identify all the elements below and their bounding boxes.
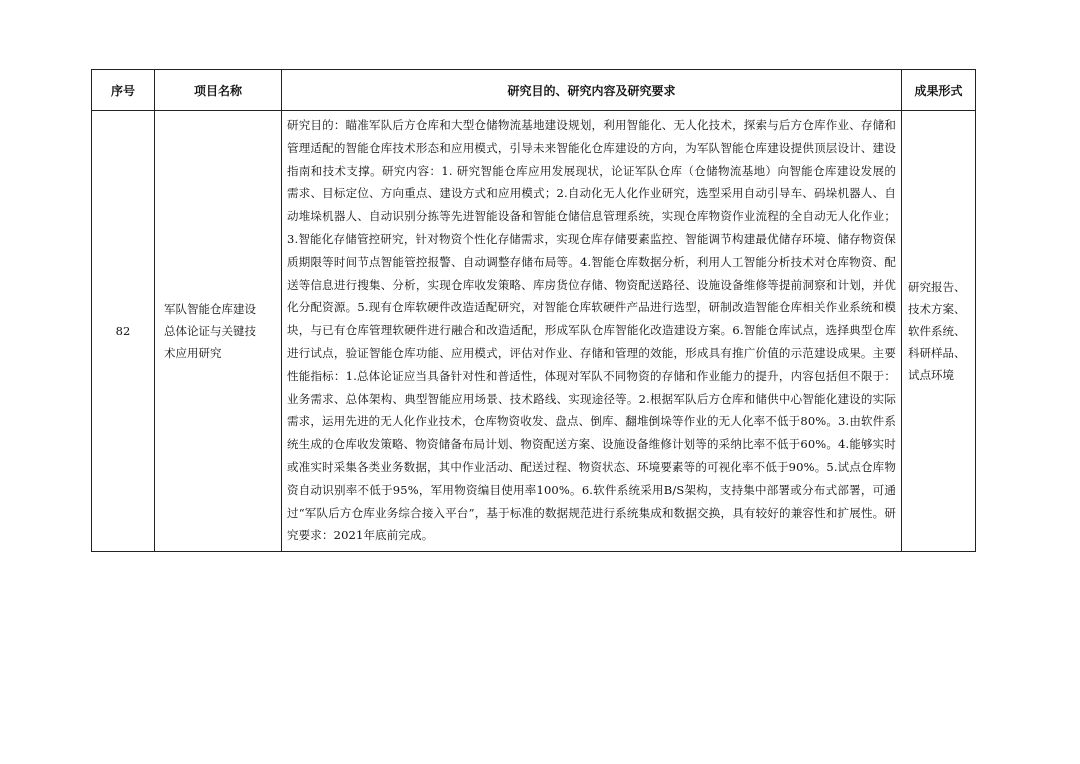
table-row [92,111,976,552]
header-result-form: 成果形式 [902,70,976,111]
row-serial-number: 82 [92,111,155,552]
project-name-line: 总体论证与关键技 [164,324,256,339]
result-form-item: 研究报告、 [908,280,966,295]
result-form-item: 试点环境 [908,368,954,383]
row-result-form [902,111,976,552]
header-serial-number: 序号 [92,70,155,111]
result-form-item: 科研样品、 [908,346,966,361]
project-table [91,69,976,552]
project-name-line: 军队智能仓库建设 [164,302,256,317]
header-project-name: 项目名称 [155,70,282,111]
header-row [92,70,976,111]
project-name-line: 术应用研究 [164,346,222,361]
header-research-content: 研究目的、研究内容及研究要求 [282,70,902,111]
row-research-content: 研究目的：瞄准军队后方仓库和大型仓储物流基地建设规划，利用智能化、无人化技术，探索与后方仓库作业、存储和管理适配的智能仓库技术形态和应用模式，引导未来智能化仓库建设的方向，为军队智能仓库建设提供顶层设计、建设指南和技术支撑。研究内容：1. 研究智能仓库应用发展现状，论证军队仓库（仓储物流基地）向智能仓库建设发展的需求、目标定位、方向重点、建设方式和应用模式；2.自动化无人化作业研究，选型采用自动引导车、码垛机器人、自动堆垛机器人、自动识别分拣等先进智能设备和智能仓储信息管理系统，实现仓库物资作业流程的全自动无人化作业；3.智能化存储管控研究，针对物资个性化存储需求，实现仓库存储要素监控、智能调节构建最优储存环境、储存物资保质期限等时间节点智能管控报警、自动调整存储布局等。4.智能仓库数据分析，利用人工智能分析技术对仓库物资、配送等信息进行搜集、分析，实现仓库收发策略、库房货位存储、物资配送路径、设施设备维修等提前洞察和计划，并优化分配资源。5.现有仓库软硬件改造适配研究，对智能仓库软硬件产品进行选型，研制改造智能仓库相关作业系统和模块，与已有仓库管理软硬件进行融合和改造适配，形成军队仓库智能化改造建设方案。6.智能仓库试点，选择典型仓库进行试点，验证智能仓库功能、应用模式，评估对作业、存储和管理的效能，形成具有推广价值的示范建设成果。主要性能指标：1.总体论证应当具备针对性和普适性，体现对军队不同物资的存储和作业能力的提升，内容包括但不限于：业务需求、总体架构、典型智能应用场景、技术路线、实现途径等。2.根据军队后方仓库和储供中心智能化建设的实际需求，运用先进的无人化作业技术，仓库物资收发、盘点、倒库、翻堆倒垛等作业的无人化率不低于80%。3.由软件系统生成的仓库收发策略、物资储备布局计划、物资配送方案、设施设备维修计划等的采纳比率不低于60%。4.能够实时或准实时采集各类业务数据，其中作业活动、配送过程、物资状态、环境要素等的可视化率不低于90%。5.试点仓库物资自动识别率不低于95%，军用物资编目使用率100%。6.软件系统采用B/S架构，支持集中部署或分布式部署，可通过“军队后方仓库业务综合接入平台”，基于标准的数据规范进行系统集成和数据交换，具有较好的兼容性和扩展性。研究要求：2021年底前完成。 [282,111,902,552]
result-form-item: 技术方案、 [908,302,966,317]
result-form-item: 软件系统、 [908,324,966,339]
row-project-name [155,111,282,552]
